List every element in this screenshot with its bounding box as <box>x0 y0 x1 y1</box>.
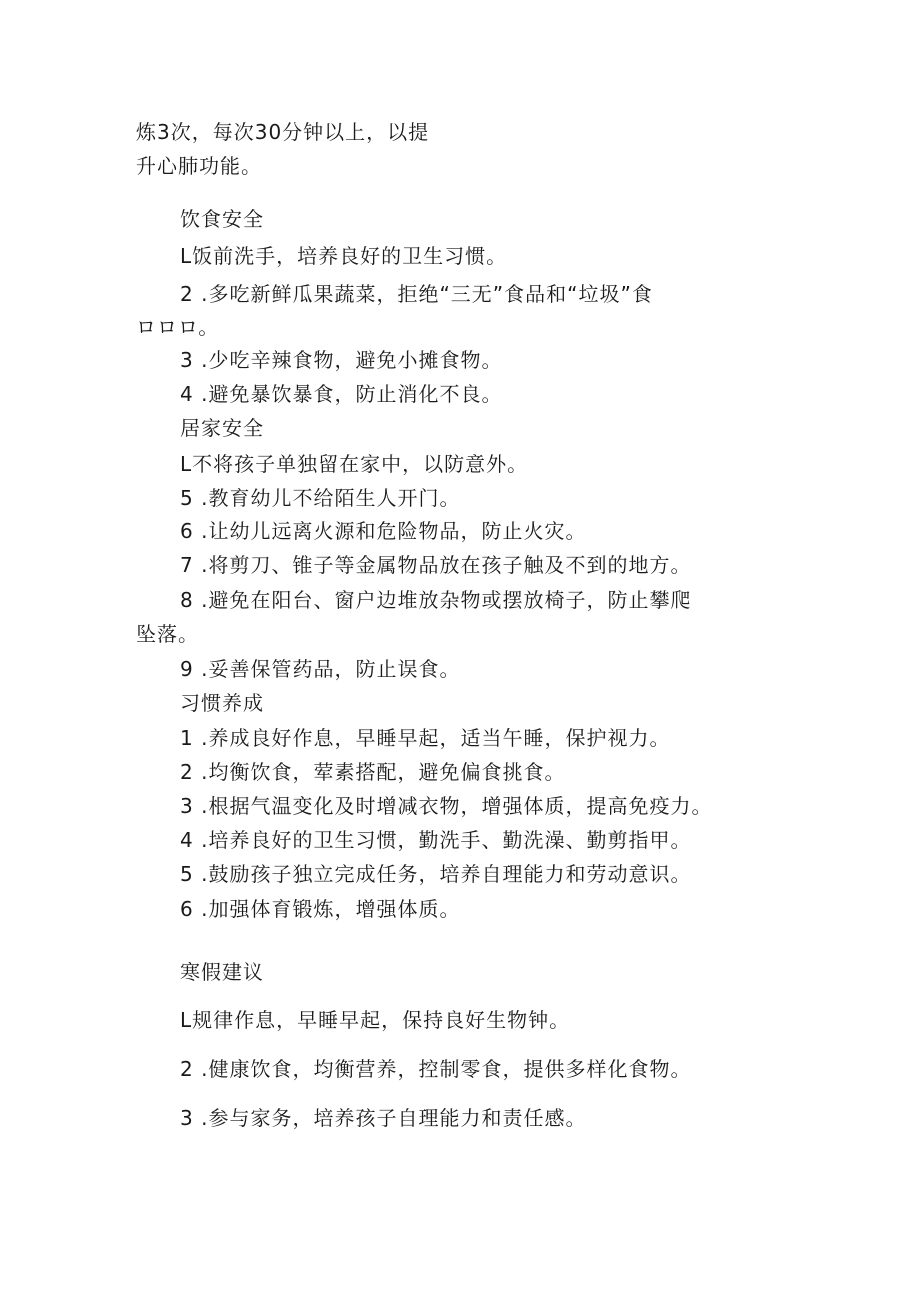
habits-item-6: 6 .加强体育锻炼，增强体质。 <box>180 897 461 921</box>
section-heading-winter: 寒假建议 <box>180 960 264 984</box>
diet-item-1: L饭前洗手，培养良好的卫生习惯。 <box>180 244 508 268</box>
winter-item-1: L规律作息，早睡早起，保持良好生物钟。 <box>180 1008 571 1032</box>
intro-line-2: 升心肺功能。 <box>136 154 262 178</box>
habits-item-2: 2 .均衡饮食，荤素搭配，避免偏食挑食。 <box>180 760 566 784</box>
home-item-9: 9 .妥善保管药品，防止误食。 <box>180 657 461 681</box>
habits-item-4: 4 .培养良好的卫生习惯，勤洗手、勤洗澡、勤剪指甲。 <box>180 828 692 852</box>
section-heading-home: 居家安全 <box>180 416 264 440</box>
diet-item-2: 2 .多吃新鲜瓜果蔬菜，拒绝“三无”食品和“垃圾”食 <box>180 282 653 306</box>
home-item-1: L不将孩子单独留在家中，以防意外。 <box>180 452 529 476</box>
diet-item-3: 3 .少吃辛辣食物，避免小摊食物。 <box>180 348 503 372</box>
winter-item-3: 3 .参与家务，培养孩子自理能力和责任感。 <box>180 1106 587 1130</box>
section-heading-habits: 习惯养成 <box>180 691 264 715</box>
home-item-8-cont: 坠落。 <box>136 622 199 646</box>
home-item-8: 8 .避免在阳台、窗户边堆放杂物或摆放椅子，防止攀爬 <box>180 588 692 612</box>
section-heading-diet: 饮食安全 <box>180 207 264 231</box>
diet-item-4: 4 .避免暴饮暴食，防止消化不良。 <box>180 382 503 406</box>
home-item-7: 7 .将剪刀、锥子等金属物品放在孩子触及不到的地方。 <box>180 553 692 577</box>
habits-item-3: 3 .根据气温变化及时增减衣物，增强体质，提高免疫力。 <box>180 794 713 818</box>
intro-line-1: 炼3次，每次30分钟以上，以提 <box>136 120 430 144</box>
home-item-5: 5 .教育幼儿不给陌生人开门。 <box>180 486 461 510</box>
diet-item-2-cont: ロロロ。 <box>136 315 220 339</box>
home-item-6: 6 .让幼儿远离火源和危险物品，防止火灾。 <box>180 519 587 543</box>
habits-item-5: 5 .鼓励孩子独立完成任务，培养自理能力和劳动意识。 <box>180 862 692 886</box>
habits-item-1: 1 .养成良好作息，早睡早起，适当午睡，保护视力。 <box>180 726 671 750</box>
winter-item-2: 2 .健康饮食，均衡营养，控制零食，提供多样化食物。 <box>180 1057 692 1081</box>
